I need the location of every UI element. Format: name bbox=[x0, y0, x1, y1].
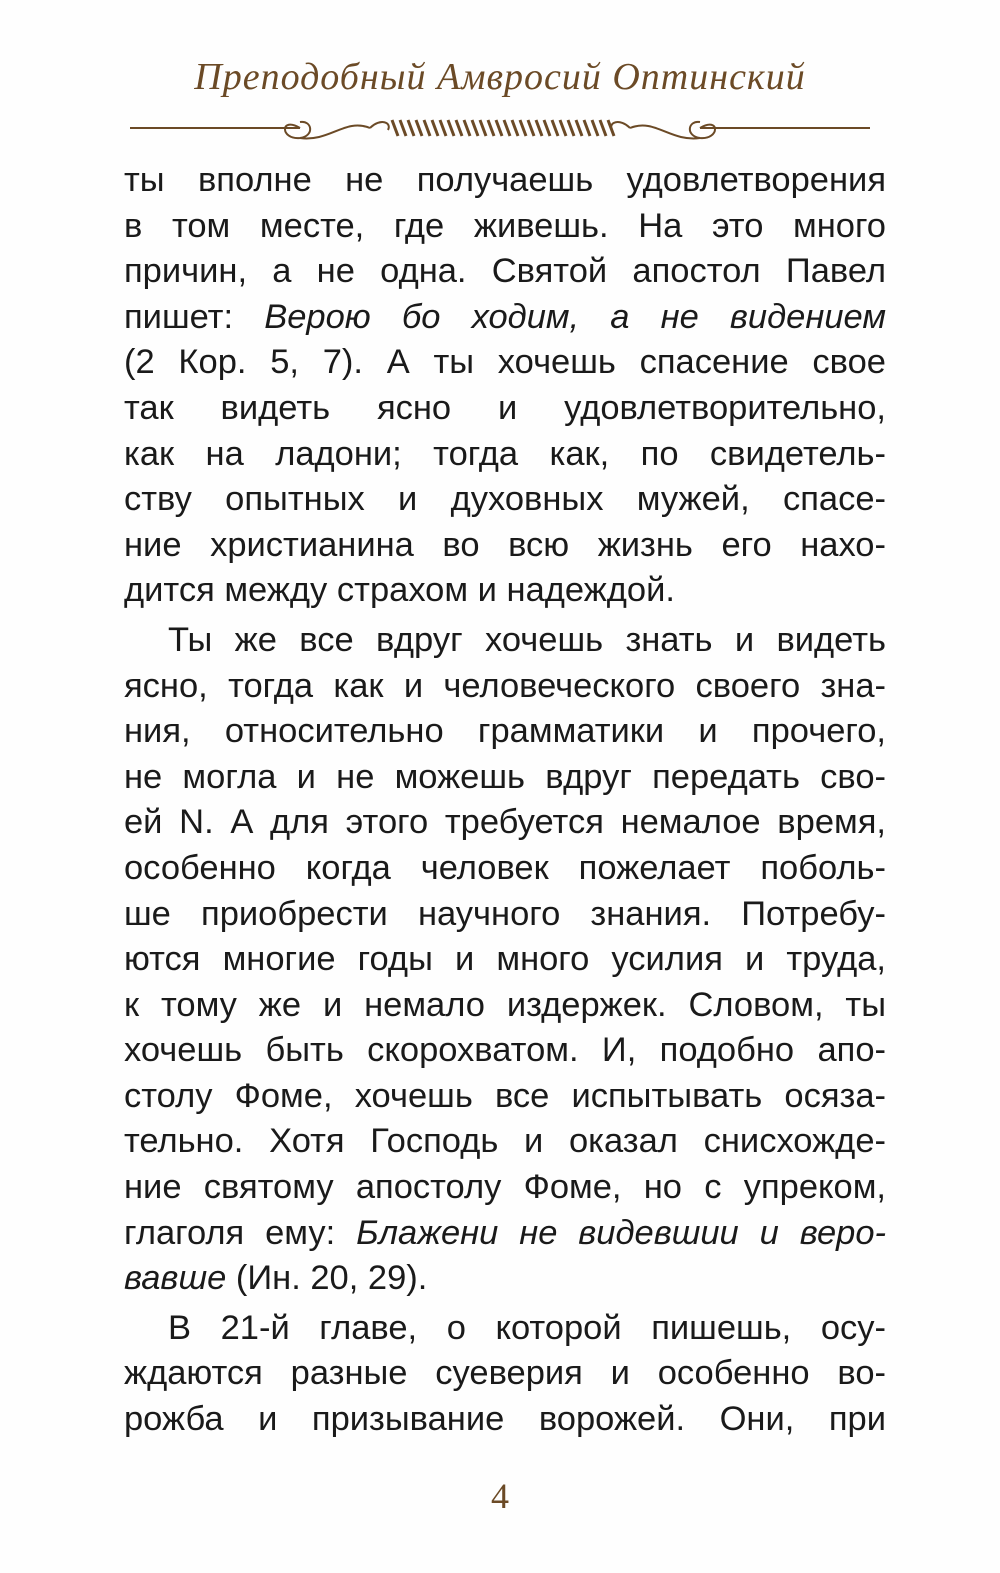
text-line bbox=[124, 249, 886, 295]
text-line bbox=[124, 755, 886, 801]
text-run: не могла и не можешь вдруг передать сво- bbox=[124, 757, 886, 796]
text-run: как на ладони; тогда как, по свидетель- bbox=[124, 434, 886, 473]
page-number: 4 bbox=[491, 1476, 509, 1516]
text-run: (2 Кор. 5, 7). А ты хочешь спасение свое bbox=[124, 343, 886, 382]
text-line bbox=[124, 158, 886, 204]
text-line bbox=[124, 1119, 886, 1165]
text-line bbox=[124, 1074, 886, 1120]
scripture-quote: Верою бо ходим, а не видением bbox=[264, 297, 886, 336]
text-run: ты вполне не получаешь удовлетворения bbox=[124, 161, 886, 199]
paragraph bbox=[124, 1306, 886, 1443]
paragraph bbox=[124, 618, 886, 1302]
text-line bbox=[124, 1165, 886, 1211]
text-run: ше приобрести научного знания. Потребу- bbox=[124, 894, 886, 933]
running-title: Преподобный Амвросий Оптинский bbox=[194, 56, 806, 98]
text-run: ние святому апостолу Фоме, но с упреком, bbox=[124, 1168, 886, 1207]
text-run: ния, относительно грамматики и прочего, bbox=[124, 712, 886, 751]
text-run: тельно. Хотя Господь и оказал снисхожде- bbox=[124, 1122, 886, 1161]
text-run: ству опытных и духовных мужей, спасе- bbox=[124, 480, 886, 519]
text-run: пишет: bbox=[124, 297, 265, 336]
text-run: хочешь быть скорохватом. И, подобно апо- bbox=[124, 1031, 886, 1070]
text-run: ей N. А для этого требуется немалое время, bbox=[124, 803, 886, 842]
flourish-divider-icon bbox=[130, 108, 870, 148]
text-line bbox=[124, 618, 886, 664]
text-line bbox=[124, 568, 886, 614]
text-run: дится между страхом и надеждой. bbox=[124, 571, 675, 610]
paragraph bbox=[124, 158, 886, 614]
text-line bbox=[124, 709, 886, 755]
text-run: столу Фоме, хочешь все испытывать осяза- bbox=[124, 1076, 886, 1115]
text-line bbox=[124, 523, 886, 569]
text-run: глаголя ему: bbox=[124, 1213, 357, 1252]
text-run: ние христианина во всю жизнь его нахо- bbox=[124, 525, 886, 564]
text-run: В 21-й главе, о которой пишешь, осу- bbox=[168, 1308, 886, 1347]
text-line bbox=[124, 1397, 886, 1443]
text-line bbox=[124, 1211, 886, 1257]
text-line bbox=[124, 295, 886, 341]
text-line bbox=[124, 386, 886, 432]
text-run: ются многие годы и много усилия и труда, bbox=[124, 940, 886, 979]
text-run: в том месте, где живешь. На это много bbox=[124, 206, 886, 245]
text-run: причин, а не одна. Святой апостол Павел bbox=[124, 252, 886, 291]
scripture-quote: Блажени не видевшии и веро- bbox=[356, 1213, 887, 1252]
text-run: особенно когда человек пожелает поболь- bbox=[124, 848, 886, 887]
text-line bbox=[124, 477, 886, 523]
text-run: ждаются разные суеверия и особенно во- bbox=[124, 1354, 886, 1393]
text-line bbox=[124, 1028, 886, 1074]
body-text bbox=[124, 158, 886, 1443]
text-run: рожба и призывание ворожей. Они, при bbox=[124, 1400, 886, 1439]
text-run: (Ин. 20, 29). bbox=[226, 1259, 428, 1298]
text-line bbox=[124, 892, 886, 938]
text-line bbox=[124, 1351, 886, 1397]
scripture-quote: вавше bbox=[124, 1259, 227, 1298]
text-line bbox=[124, 664, 886, 710]
text-run: ясно, тогда как и человеческого своего зна- bbox=[124, 666, 886, 705]
text-line bbox=[124, 800, 886, 846]
text-line bbox=[124, 937, 886, 983]
text-run: Ты же все вдруг хочешь знать и видеть bbox=[168, 620, 886, 659]
text-line bbox=[124, 432, 886, 478]
text-run: так видеть ясно и удовлетворительно, bbox=[124, 388, 886, 427]
text-line bbox=[124, 340, 886, 386]
text-line bbox=[124, 1256, 886, 1302]
text-line bbox=[124, 846, 886, 892]
text-line bbox=[124, 983, 886, 1029]
text-line bbox=[124, 1306, 886, 1352]
text-run: к тому же и немало издержек. Словом, ты bbox=[124, 985, 886, 1024]
text-line bbox=[124, 204, 886, 250]
